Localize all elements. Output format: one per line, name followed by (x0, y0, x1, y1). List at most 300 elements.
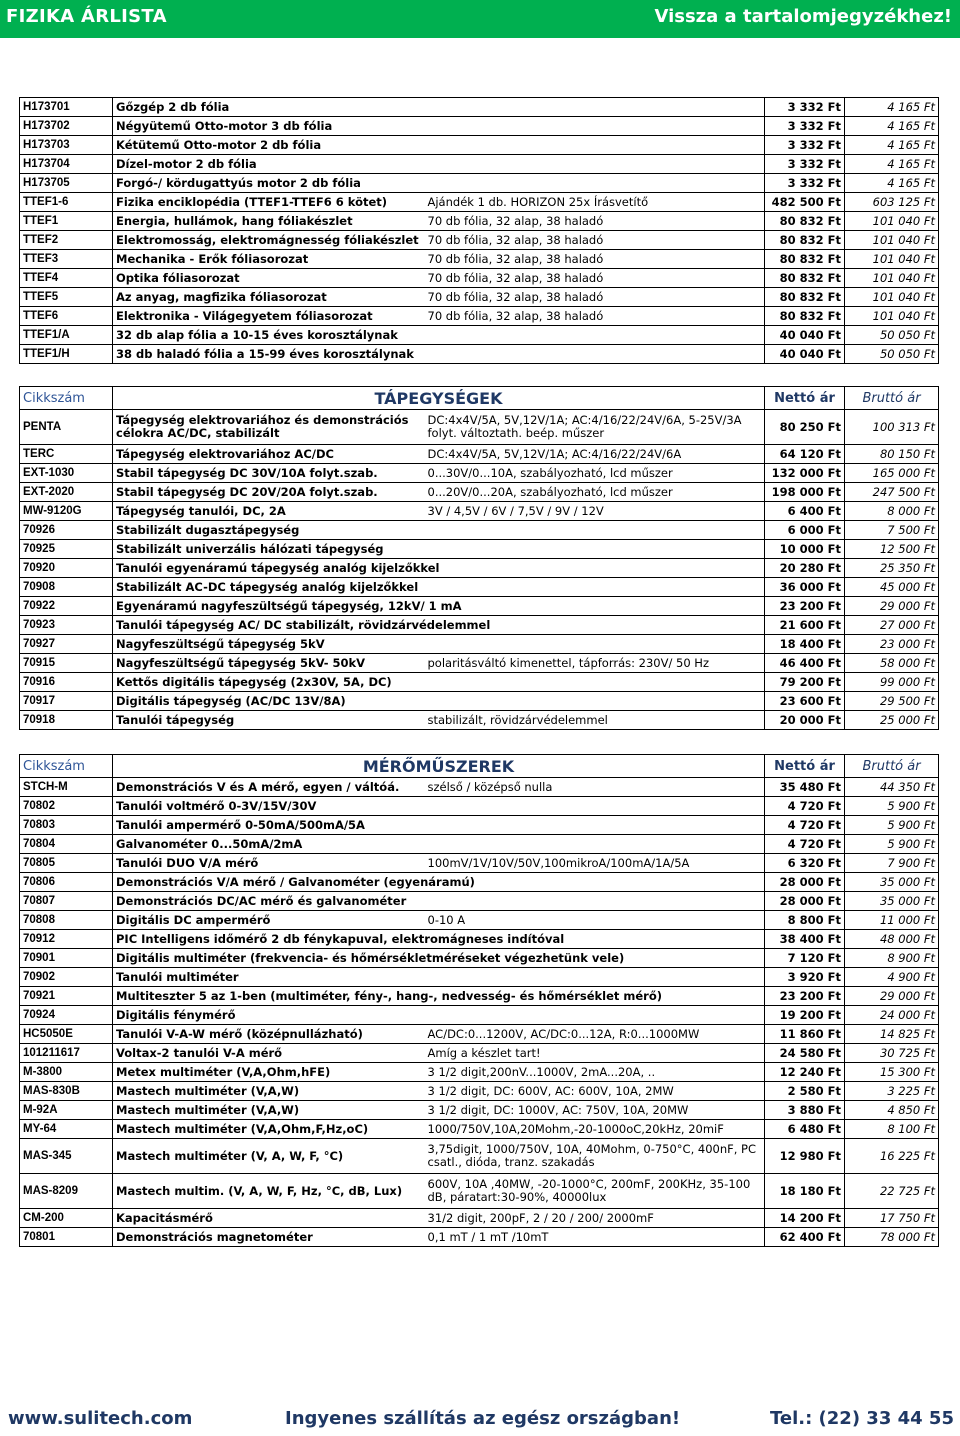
item-code: TTEF3 (20, 250, 113, 269)
item-code: 70902 (20, 968, 113, 987)
item-description (425, 816, 765, 835)
gross-price: 165 000 Ft (845, 464, 939, 483)
item-name: Nagyfeszültségű tápegység 5kV (113, 635, 425, 654)
net-price: 3 332 Ft (765, 155, 845, 174)
table-row (20, 930, 939, 949)
item-code: TTEF5 (20, 288, 113, 307)
item-code: H173703 (20, 136, 113, 155)
net-price: 7 120 Ft (765, 949, 845, 968)
net-price: 64 120 Ft (765, 445, 845, 464)
item-code: 70805 (20, 854, 113, 873)
net-price: 4 720 Ft (765, 835, 845, 854)
item-name: Digitális multiméter (frekvencia- és hőmérsékletméréseket végezhetünk vele) (113, 949, 425, 968)
item-name: Mastech multim. (V, A, W, F, Hz, °C, dB, Lux) (113, 1174, 425, 1209)
gross-price: 25 000 Ft (845, 711, 939, 730)
gross-price: 35 000 Ft (845, 892, 939, 911)
item-description: szélső / középső nulla (425, 778, 765, 797)
page-title: FIZIKA ÁRLISTA (6, 6, 167, 27)
gross-price: 8 100 Ft (845, 1120, 939, 1139)
item-description: 70 db fólia, 32 alap, 38 haladó (425, 269, 765, 288)
item-description (425, 174, 765, 193)
header-gross-price: Bruttó ár (845, 387, 939, 410)
table-row (20, 174, 939, 193)
net-price: 23 600 Ft (765, 692, 845, 711)
item-code: 70925 (20, 540, 113, 559)
gross-price: 99 000 Ft (845, 673, 939, 692)
net-price: 10 000 Ft (765, 540, 845, 559)
item-code: H173705 (20, 174, 113, 193)
header-code: Cikkszám (20, 387, 113, 410)
table-row (20, 1006, 939, 1025)
item-code: M-92A (20, 1101, 113, 1120)
item-code: 70924 (20, 1006, 113, 1025)
item-description: stabilizált, rövidzárvédelemmel (425, 711, 765, 730)
item-description (425, 597, 765, 616)
gross-price: 17 750 Ft (845, 1209, 939, 1228)
item-code: 70923 (20, 616, 113, 635)
item-description: 0,1 mT / 1 mT /10mT (425, 1228, 765, 1247)
gross-price: 101 040 Ft (845, 231, 939, 250)
foil-price-table (19, 97, 939, 364)
net-price: 3 332 Ft (765, 174, 845, 193)
item-code: H173702 (20, 117, 113, 136)
gross-price: 58 000 Ft (845, 654, 939, 673)
item-name: Egyenáramú nagyfeszültségű tápegység, 12kV/ 1 mA (113, 597, 425, 616)
item-description: 1000/750V,10A,20Mohm,-20-1000oC,20kHz, 20miF (425, 1120, 765, 1139)
table-row (20, 1228, 939, 1247)
gross-price: 22 725 Ft (845, 1174, 939, 1209)
net-price: 3 332 Ft (765, 117, 845, 136)
table-row (20, 410, 939, 445)
item-name: Elektronika - Világegyetem fóliasorozat (113, 307, 425, 326)
table-row (20, 288, 939, 307)
net-price: 35 480 Ft (765, 778, 845, 797)
gross-price: 3 225 Ft (845, 1082, 939, 1101)
item-name: Gőzgép 2 db fólia (113, 98, 425, 117)
item-description (425, 521, 765, 540)
footer (0, 1405, 960, 1433)
gross-price: 101 040 Ft (845, 269, 939, 288)
header-net-price: Nettó ár (765, 755, 845, 778)
item-description (425, 692, 765, 711)
net-price: 3 880 Ft (765, 1101, 845, 1120)
gross-price: 4 165 Ft (845, 117, 939, 136)
item-description: AC/DC:0...1200V, AC/DC:0...12A, R:0...1000MW (425, 1025, 765, 1044)
item-code: 70915 (20, 654, 113, 673)
gross-price: 30 725 Ft (845, 1044, 939, 1063)
item-name: Fizika enciklopédia (TTEF1-TTEF6 6 kötet) (113, 193, 425, 212)
item-description (425, 155, 765, 174)
gross-price: 44 350 Ft (845, 778, 939, 797)
net-price: 23 200 Ft (765, 597, 845, 616)
item-name: Az anyag, magfizika fóliasorozat (113, 288, 425, 307)
table-row (20, 269, 939, 288)
item-name: 32 db alap fólia a 10-15 éves korosztálynak (113, 326, 425, 345)
item-name: Tanulói DUO V/A mérő (113, 854, 425, 873)
table-row (20, 445, 939, 464)
section-title: TÁPEGYSÉGEK (113, 387, 765, 410)
item-description (425, 873, 765, 892)
item-description: DC:4x4V/5A, 5V,12V/1A; AC:4/16/22/24V/6A (425, 445, 765, 464)
item-name: Stabil tápegység DC 20V/20A folyt.szab. (113, 483, 425, 502)
gross-price: 14 825 Ft (845, 1025, 939, 1044)
net-price: 28 000 Ft (765, 892, 845, 911)
item-name: Voltax-2 tanulói V-A mérő (113, 1044, 425, 1063)
table-row (20, 345, 939, 364)
table-row (20, 892, 939, 911)
gross-price: 23 000 Ft (845, 635, 939, 654)
gross-price: 45 000 Ft (845, 578, 939, 597)
gross-price: 603 125 Ft (845, 193, 939, 212)
table-row (20, 502, 939, 521)
gross-price: 7 900 Ft (845, 854, 939, 873)
item-description: 3 1/2 digit,200nV...1000V, 2mA...20A, .. (425, 1063, 765, 1082)
table-row (20, 635, 939, 654)
gross-price: 24 000 Ft (845, 1006, 939, 1025)
item-description: 0...30V/0...10A, szabályozható, lcd műszer (425, 464, 765, 483)
gross-price: 8 900 Ft (845, 949, 939, 968)
net-price: 6 400 Ft (765, 502, 845, 521)
table-row (20, 778, 939, 797)
net-price: 20 280 Ft (765, 559, 845, 578)
item-code: 70802 (20, 797, 113, 816)
item-code: 70920 (20, 559, 113, 578)
table-row (20, 1044, 939, 1063)
item-code: 70801 (20, 1228, 113, 1247)
item-name: Demonstrációs magnetométer (113, 1228, 425, 1247)
item-code: TTEF4 (20, 269, 113, 288)
net-price: 46 400 Ft (765, 654, 845, 673)
net-price: 80 832 Ft (765, 307, 845, 326)
net-price: 12 980 Ft (765, 1139, 845, 1174)
item-name: Demonstrációs V/A mérő / Galvanométer (egyenáramú) (113, 873, 425, 892)
gross-price: 25 350 Ft (845, 559, 939, 578)
gross-price: 101 040 Ft (845, 212, 939, 231)
table-row (20, 250, 939, 269)
power-supply-price-table (19, 386, 939, 730)
table-row (20, 968, 939, 987)
item-code: CM-200 (20, 1209, 113, 1228)
table-row (20, 1063, 939, 1082)
table-row (20, 1025, 939, 1044)
item-description (425, 98, 765, 117)
table-row (20, 597, 939, 616)
net-price: 79 200 Ft (765, 673, 845, 692)
gross-price: 4 165 Ft (845, 155, 939, 174)
table-row (20, 540, 939, 559)
table-row (20, 1101, 939, 1120)
gross-price: 4 900 Ft (845, 968, 939, 987)
table-row (20, 711, 939, 730)
gross-price: 101 040 Ft (845, 307, 939, 326)
net-price: 80 832 Ft (765, 231, 845, 250)
back-to-contents-link[interactable]: Vissza a tartalomjegyzékhez! (654, 6, 952, 27)
item-name: Stabil tápegység DC 30V/10A folyt.szab. (113, 464, 425, 483)
item-description (425, 968, 765, 987)
net-price: 80 832 Ft (765, 288, 845, 307)
gross-price: 5 900 Ft (845, 835, 939, 854)
item-name: Kapacitásmérő (113, 1209, 425, 1228)
net-price: 132 000 Ft (765, 464, 845, 483)
item-code: 70917 (20, 692, 113, 711)
net-price: 21 600 Ft (765, 616, 845, 635)
table-row (20, 559, 939, 578)
gross-price: 11 000 Ft (845, 911, 939, 930)
net-price: 3 920 Ft (765, 968, 845, 987)
net-price: 11 860 Ft (765, 1025, 845, 1044)
table-row (20, 616, 939, 635)
table-row (20, 1120, 939, 1139)
table-row (20, 578, 939, 597)
item-description (425, 559, 765, 578)
item-description (425, 1006, 765, 1025)
table-row (20, 797, 939, 816)
table-row (20, 1139, 939, 1174)
item-code: TTEF2 (20, 231, 113, 250)
item-description: 70 db fólia, 32 alap, 38 haladó (425, 307, 765, 326)
item-code: 70916 (20, 673, 113, 692)
item-code: EXT-1030 (20, 464, 113, 483)
net-price: 28 000 Ft (765, 873, 845, 892)
meter-price-table (19, 754, 939, 1247)
item-code: MAS-8209 (20, 1174, 113, 1209)
item-name: Mechanika - Erők fóliasorozat (113, 250, 425, 269)
gross-price: 8 000 Ft (845, 502, 939, 521)
item-description: 70 db fólia, 32 alap, 38 haladó (425, 212, 765, 231)
item-name: Mastech multiméter (V,A,W) (113, 1082, 425, 1101)
table-row (20, 1209, 939, 1228)
item-code: 70807 (20, 892, 113, 911)
section-title: MÉRŐMŰSZEREK (113, 755, 765, 778)
item-code: 70918 (20, 711, 113, 730)
net-price: 3 332 Ft (765, 98, 845, 117)
item-name: Digitális fénymérő (113, 1006, 425, 1025)
table-row (20, 117, 939, 136)
item-code: TTEF1/A (20, 326, 113, 345)
item-code: H173701 (20, 98, 113, 117)
net-price: 18 180 Ft (765, 1174, 845, 1209)
table-row (20, 835, 939, 854)
item-code: MAS-830B (20, 1082, 113, 1101)
item-code: 70908 (20, 578, 113, 597)
item-code: 70927 (20, 635, 113, 654)
item-description: 0-10 A (425, 911, 765, 930)
net-price: 18 400 Ft (765, 635, 845, 654)
item-description (425, 673, 765, 692)
gross-price: 5 900 Ft (845, 816, 939, 835)
gross-price: 16 225 Ft (845, 1139, 939, 1174)
item-code: 70922 (20, 597, 113, 616)
header-gross-price: Bruttó ár (845, 755, 939, 778)
item-code: EXT-2020 (20, 483, 113, 502)
item-code: 70912 (20, 930, 113, 949)
item-description: 0...20V/0...20A, szabályozható, lcd műszer (425, 483, 765, 502)
header-code: Cikkszám (20, 755, 113, 778)
item-name: Demonstrációs V és A mérő, egyen / váltóá. (113, 778, 425, 797)
table-row (20, 307, 939, 326)
gross-price: 12 500 Ft (845, 540, 939, 559)
gross-price: 15 300 Ft (845, 1063, 939, 1082)
item-description: 3 1/2 digit, DC: 1000V, AC: 750V, 10A, 20MW (425, 1101, 765, 1120)
net-price: 8 800 Ft (765, 911, 845, 930)
item-name: Tanulói tápegység (113, 711, 425, 730)
net-price: 19 200 Ft (765, 1006, 845, 1025)
item-name: Tápegység elektrovariához és demonstrációs célokra AC/DC, stabilizált (113, 410, 425, 445)
table-row (20, 692, 939, 711)
item-name: Tápegység elektrovariához AC/DC (113, 445, 425, 464)
item-code: H173704 (20, 155, 113, 174)
item-description (425, 635, 765, 654)
website-link[interactable]: www.sulitech.com (8, 1408, 193, 1429)
item-name: Tanulói multiméter (113, 968, 425, 987)
item-code: MW-9120G (20, 502, 113, 521)
item-description: Ajándék 1 db. HORIZON 25x Írásvetítő (425, 193, 765, 212)
net-price: 6 320 Ft (765, 854, 845, 873)
table-row (20, 155, 939, 174)
net-price: 14 200 Ft (765, 1209, 845, 1228)
gross-price: 27 000 Ft (845, 616, 939, 635)
item-name: Mastech multiméter (V,A,W) (113, 1101, 425, 1120)
item-code: TTEF1/H (20, 345, 113, 364)
item-name: Digitális DC ampermérő (113, 911, 425, 930)
gross-price: 29 000 Ft (845, 597, 939, 616)
net-price: 20 000 Ft (765, 711, 845, 730)
phone-number: Tel.: (22) 33 44 55 (769, 1408, 954, 1429)
item-description (425, 136, 765, 155)
net-price: 12 240 Ft (765, 1063, 845, 1082)
gross-price: 29 000 Ft (845, 987, 939, 1006)
table-row (20, 987, 939, 1006)
header-net-price: Nettó ár (765, 387, 845, 410)
net-price: 62 400 Ft (765, 1228, 845, 1247)
net-price: 80 832 Ft (765, 269, 845, 288)
item-description (425, 797, 765, 816)
gross-price: 7 500 Ft (845, 521, 939, 540)
item-description (425, 892, 765, 911)
item-description: 70 db fólia, 32 alap, 38 haladó (425, 250, 765, 269)
item-code: 70803 (20, 816, 113, 835)
gross-price: 35 000 Ft (845, 873, 939, 892)
net-price: 38 400 Ft (765, 930, 845, 949)
item-description (425, 345, 765, 364)
table-row (20, 326, 939, 345)
gross-price: 50 050 Ft (845, 326, 939, 345)
item-code: TTEF1-6 (20, 193, 113, 212)
table-row (20, 654, 939, 673)
item-code: 70808 (20, 911, 113, 930)
item-name: Tanulói tápegység AC/ DC stabilizált, rövidzárvédelemmel (113, 616, 425, 635)
table-row (20, 873, 939, 892)
item-name: Digitális tápegység (AC/DC 13V/8A) (113, 692, 425, 711)
item-code: TTEF6 (20, 307, 113, 326)
item-description (425, 578, 765, 597)
item-code: 70926 (20, 521, 113, 540)
table-row (20, 521, 939, 540)
item-description: 3 1/2 digit, DC: 600V, AC: 600V, 10A, 2MW (425, 1082, 765, 1101)
item-name: Kettős digitális tápegység (2x30V, 5A, DC) (113, 673, 425, 692)
item-name: Tanulói voltmérő 0-3V/15V/30V (113, 797, 425, 816)
table-row (20, 949, 939, 968)
net-price: 80 832 Ft (765, 250, 845, 269)
net-price: 198 000 Ft (765, 483, 845, 502)
gross-price: 78 000 Ft (845, 1228, 939, 1247)
item-name: Multiteszter 5 az 1-ben (multiméter, fény-, hang-, nedvesség- és hőmérséklet mérő) (113, 987, 425, 1006)
table-row (20, 136, 939, 155)
item-name: Metex multiméter (V,A,Ohm,hFE) (113, 1063, 425, 1082)
table-row (20, 854, 939, 873)
item-name: Tanulói V-A-W mérő (középnullázható) (113, 1025, 425, 1044)
item-name: Tanulói egyenáramú tápegység analóg kijelzőkkel (113, 559, 425, 578)
item-name: 38 db haladó fólia a 15-99 éves korosztálynak (113, 345, 425, 364)
item-code: PENTA (20, 410, 113, 445)
item-description: Amíg a készlet tart! (425, 1044, 765, 1063)
table-row (20, 1082, 939, 1101)
item-name: Stabilizált univerzális hálózati tápegység (113, 540, 425, 559)
table-row (20, 98, 939, 117)
gross-price: 48 000 Ft (845, 930, 939, 949)
table-header (20, 755, 939, 778)
item-code: 70806 (20, 873, 113, 892)
item-description: 600V, 10A ,40MW, -20-1000°C, 200mF, 200KHz, 35-100 dB, páratart:30-90%, 40000lux (425, 1174, 765, 1209)
item-code: 70921 (20, 987, 113, 1006)
net-price: 482 500 Ft (765, 193, 845, 212)
item-name: Dízel-motor 2 db fólia (113, 155, 425, 174)
item-description: 70 db fólia, 32 alap, 38 haladó (425, 231, 765, 250)
gross-price: 247 500 Ft (845, 483, 939, 502)
gross-price: 5 900 Ft (845, 797, 939, 816)
item-description (425, 117, 765, 136)
item-name: Tanulói ampermérő 0-50mA/500mA/5A (113, 816, 425, 835)
item-description: polaritásváltó kimenettel, tápforrás: 230V/ 50 Hz (425, 654, 765, 673)
net-price: 2 580 Ft (765, 1082, 845, 1101)
gross-price: 4 850 Ft (845, 1101, 939, 1120)
table-row (20, 1174, 939, 1209)
item-name: Forgó-/ kördugattyús motor 2 db fólia (113, 174, 425, 193)
item-code: HC5050E (20, 1025, 113, 1044)
item-description (425, 835, 765, 854)
gross-price: 4 165 Ft (845, 174, 939, 193)
item-code: STCH-M (20, 778, 113, 797)
item-description (425, 326, 765, 345)
item-description: 70 db fólia, 32 alap, 38 haladó (425, 288, 765, 307)
net-price: 40 040 Ft (765, 326, 845, 345)
table-header (20, 387, 939, 410)
gross-price: 29 500 Ft (845, 692, 939, 711)
item-code: TERC (20, 445, 113, 464)
header-bar (0, 0, 960, 38)
net-price: 80 250 Ft (765, 410, 845, 445)
gross-price: 4 165 Ft (845, 136, 939, 155)
item-name: Mastech multiméter (V, A, W, F, °C) (113, 1139, 425, 1174)
gross-price: 100 313 Ft (845, 410, 939, 445)
item-name: Stabilizált AC-DC tápegység analóg kijelzőkkel (113, 578, 425, 597)
table-row (20, 231, 939, 250)
gross-price: 4 165 Ft (845, 98, 939, 117)
net-price: 6 480 Ft (765, 1120, 845, 1139)
net-price: 36 000 Ft (765, 578, 845, 597)
table-row (20, 483, 939, 502)
table-row (20, 193, 939, 212)
item-name: Mastech multiméter (V,A,Ohm,F,Hz,oC) (113, 1120, 425, 1139)
item-description: DC:4x4V/5A, 5V,12V/1A; AC:4/16/22/24V/6A, 5-25V/3A folyt. változtath. beép. műszer (425, 410, 765, 445)
table-row (20, 816, 939, 835)
gross-price: 80 150 Ft (845, 445, 939, 464)
item-name: Négyütemű Otto-motor 3 db fólia (113, 117, 425, 136)
item-code: 101211617 (20, 1044, 113, 1063)
net-price: 23 200 Ft (765, 987, 845, 1006)
net-price: 80 832 Ft (765, 212, 845, 231)
item-description: 100mV/1V/10V/50V,100mikroA/100mA/1A/5A (425, 854, 765, 873)
